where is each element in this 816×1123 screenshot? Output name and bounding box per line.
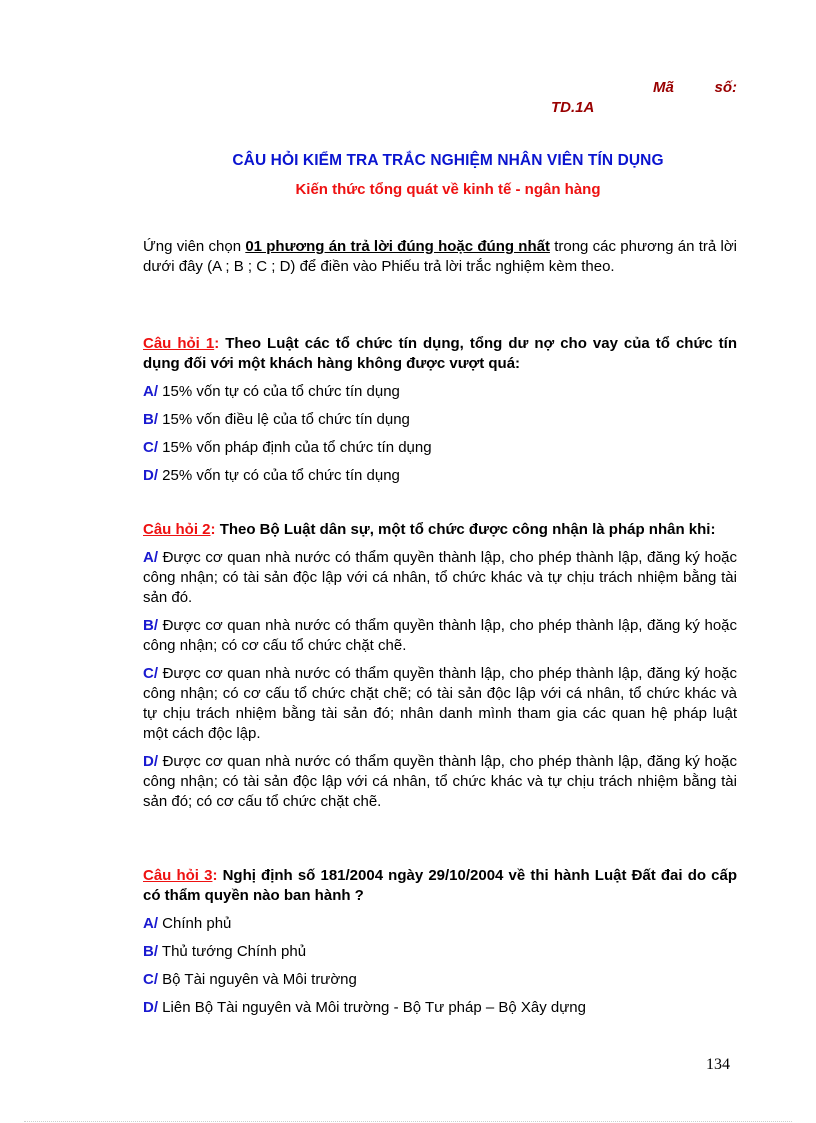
code-label-word: Mã [653, 79, 674, 96]
question-2-option-d [143, 752, 737, 812]
code-label [653, 79, 737, 96]
option-letter: B/ [143, 617, 158, 634]
question-3-stem [143, 866, 737, 906]
option-letter: B/ [143, 943, 158, 960]
option-letter: C/ [143, 439, 158, 456]
question-2-text: Theo Bộ Luật dân sự, một tổ chức được công nhận là pháp nhân khi: [219, 521, 716, 538]
question-3-text: Nghị định số 181/2004 ngày 29/10/2004 về thi hành Luật Đất đai do cấp có thẩm quyền nào ban hành ? [143, 867, 738, 904]
instructions [143, 237, 737, 277]
option-text: Bộ Tài nguyên và Môi trường [162, 971, 357, 988]
question-1-label: Câu hỏi 1 [143, 335, 215, 352]
question-3-option-c [143, 970, 737, 990]
question-3-label: Câu hỏi 3 [143, 867, 213, 884]
question-2-option-c [143, 664, 737, 744]
instructions-text-start: Ứng viên chọn [143, 238, 246, 255]
instructions-text-end: trong các phương án trả lời dưới đây (A ; B ; C ; D) để điền vào Phiếu trả lời trắc nghiệm kèm theo. [143, 238, 737, 275]
option-text: Liên Bộ Tài nguyên và Môi trường - Bộ Tư pháp – Bộ Xây dựng [162, 999, 586, 1016]
question-3-option-d [143, 998, 737, 1018]
question-1-option-d [143, 466, 737, 486]
option-text: 15% vốn điều lệ của tổ chức tín dụng [162, 411, 410, 428]
question-2-stem [143, 520, 737, 540]
option-text: 15% vốn pháp định của tổ chức tín dụng [162, 439, 432, 456]
option-text: Thủ tướng Chính phủ [161, 943, 307, 960]
option-letter: A/ [143, 383, 158, 400]
option-text: Chính phủ [162, 915, 232, 932]
option-letter: A/ [143, 549, 158, 566]
question-3-option-b [143, 942, 737, 962]
question-2-colon: : [210, 521, 216, 538]
option-letter: D/ [143, 467, 158, 484]
page-number: 134 [706, 1056, 730, 1073]
code-label-word2: số: [714, 79, 737, 96]
question-1-option-b [143, 410, 737, 430]
question-2-option-b [143, 616, 737, 656]
question-2-option-a [143, 548, 737, 608]
question-3-option-a [143, 914, 737, 934]
question-1-option-c [143, 438, 737, 458]
option-letter: B/ [143, 411, 158, 428]
option-text: 25% vốn tự có của tổ chức tín dụng [162, 467, 400, 484]
option-letter: D/ [143, 753, 158, 770]
instructions-emphasis: 01 phương án trả lời đúng hoặc đúng nhất [245, 238, 550, 255]
option-text: Được cơ quan nhà nước có thẩm quyền thành lập, cho phép thành lập, đăng ký hoặc công nhận; có cơ cấu tổ chức chặt chẽ; có tài sản độc lập với cá nhân, tổ chức khác và tự chịu trách nhiệm bằng tài sản đó; nhân danh mình tham gia các quan hệ pháp luật một cách độc lập. [143, 665, 738, 742]
question-1-option-a [143, 382, 737, 402]
code-value: TD.1A [551, 99, 595, 116]
option-letter: D/ [143, 999, 158, 1016]
document-subtitle: Kiến thức tổng quát về kinh tế - ngân hàng [295, 181, 601, 198]
option-letter: C/ [143, 665, 158, 682]
question-2 [143, 520, 737, 812]
question-3-colon: : [212, 867, 218, 884]
question-1-colon: : [214, 335, 220, 352]
option-letter: C/ [143, 971, 158, 988]
option-letter: A/ [143, 915, 158, 932]
question-2-label: Câu hỏi 2 [143, 521, 211, 538]
option-text: Được cơ quan nhà nước có thẩm quyền thành lập, cho phép thành lập, đăng ký hoặc công nhận; có tài sản độc lập với cá nhân, tổ chức khác và tự chịu trách nhiệm bằng tài sản đó; có cơ cấu tổ chức chặt chẽ. [143, 753, 738, 810]
question-1 [143, 334, 737, 486]
document-title: CÂU HỎI KIỂM TRA TRẮC NGHIỆM NHÂN VIÊN TÍN DỤNG [232, 152, 664, 169]
page-bottom-divider [24, 1121, 792, 1122]
option-text: Được cơ quan nhà nước có thẩm quyền thành lập, cho phép thành lập, đăng ký hoặc công nhận; có cơ cấu tổ chức chặt chẽ. [143, 617, 738, 654]
question-3 [143, 866, 737, 1018]
option-text: Được cơ quan nhà nước có thẩm quyền thành lập, cho phép thành lập, đăng ký hoặc công nhận; có tài sản độc lập với cá nhân, tổ chức khác và tự chịu trách nhiệm bằng tài sản đó. [143, 549, 738, 606]
option-text: 15% vốn tự có của tổ chức tín dụng [162, 383, 400, 400]
question-1-text: Theo Luật các tổ chức tín dụng, tổng dư nợ cho vay của tổ chức tín dụng đối với một khách hàng không được vượt quá: [143, 335, 737, 372]
question-1-stem [143, 334, 737, 374]
